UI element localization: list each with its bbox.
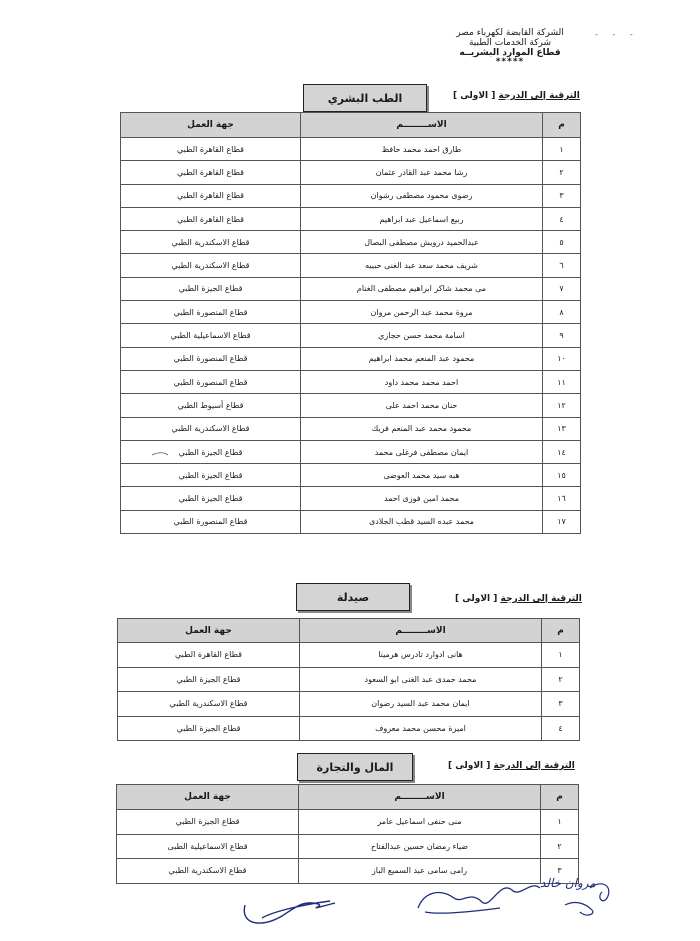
workplace-name: قطاع الاسكندرية الطبي (121, 231, 301, 254)
workplace-name: قطاع القاهرة الطبي (121, 138, 301, 161)
row-number: ١١ (543, 370, 581, 393)
promotion-grade: [ الاولى ] (448, 761, 491, 771)
employee-name: محمد امين فوزى احمد (301, 487, 543, 510)
department-name: قطاع الموارد البشريــه (459, 48, 561, 58)
signature-mark (152, 453, 168, 455)
column-header-name: الاســــــــم (299, 785, 541, 810)
row-number: ٤ (542, 716, 580, 741)
row-number: ٨ (543, 301, 581, 324)
employee-name: محمد عبده السيد قطب الجلادى (301, 510, 543, 533)
row-number: ١٢ (543, 394, 581, 417)
section-title-label: صيدلة (336, 590, 370, 604)
workplace-name: قطاع الاسماعيلية الطبى (117, 834, 299, 859)
workplace-name: قطاع القاهرة الطبي (118, 643, 300, 668)
row-number: ١٧ (543, 510, 581, 533)
promotion-label: الترقية إلى الدرجة (493, 761, 575, 771)
column-header-workplace: جهة العمل (117, 785, 299, 810)
employee-name: محمود عبد المنعم محمد ابراهيم (301, 347, 543, 370)
employee-name: اسامة محمد حسن حجازي (301, 324, 543, 347)
workplace-name: قطاع الجيزة الطبي (121, 277, 301, 300)
row-number: ١٠ (543, 347, 581, 370)
column-header-name: الاســــــــم (300, 619, 542, 643)
promotion-label: الترقية إلى الدرجة (500, 594, 582, 604)
top-marks: - - - (595, 30, 639, 39)
employee-name: طارق احمد محمد حافظ (301, 138, 543, 161)
workplace-name: قطاع أسيوط الطبي (121, 394, 301, 417)
row-number: ٥ (543, 231, 581, 254)
employee-name: هبه سيد محمد العوضى (301, 464, 543, 487)
employee-name: مروة محمد عبد الرحمن مروان (301, 301, 543, 324)
employee-name: رضوى محمود مصطفى رشوان (301, 184, 543, 207)
row-number: ٧ (543, 277, 581, 300)
workplace-name: قطاع القاهرة الطبي (121, 184, 301, 207)
workplace-name: قطاع المنصورة الطبي (121, 370, 301, 393)
row-number: ١٥ (543, 464, 581, 487)
holding-company-name: الشركة القابضة لكهرباء مصر (456, 28, 564, 38)
promotion-label: الترقية إلى الدرجة (498, 91, 580, 101)
workplace-name: قطاع القاهرة الطبي (121, 161, 301, 184)
workplace-name: قطاع الجيزة الطبي (117, 810, 299, 835)
row-number: ٣ (541, 859, 579, 884)
column-header-no: م (541, 785, 579, 810)
section-title-label: المال والتجارة (316, 760, 394, 774)
employee-name: عبدالحميد درويش مصطفى البصال (301, 231, 543, 254)
workplace-name: قطاع الجيزة الطبي (121, 487, 301, 510)
row-number: ١ (542, 643, 580, 668)
workplace-name: قطاع الاسماعيلية الطبي (121, 324, 301, 347)
signature-handwritten-name: مروان خالد (540, 876, 596, 890)
employee-name: مى محمد شاكر ابراهيم مصطفى الغنام (301, 277, 543, 300)
row-number: ١٣ (543, 417, 581, 440)
signature-stroke (244, 901, 335, 923)
promotion-grade: [ الاولى ] (455, 594, 498, 604)
employee-name: رامى سامى عبد السميع الباز (299, 859, 541, 884)
workplace-name: قطاع المنصورة الطبي (121, 347, 301, 370)
section-title-label: الطب البشري (327, 91, 403, 105)
employee-name: اميرة محسن محمد معروف (300, 716, 542, 741)
row-number: ٤ (543, 207, 581, 230)
row-number: ١٦ (543, 487, 581, 510)
row-number: ١ (541, 810, 579, 835)
column-header-no: م (543, 113, 581, 138)
employee-name: ربيع اسماعيل عبد ابراهيم (301, 207, 543, 230)
workplace-name: قطاع المنصورة الطبي (121, 301, 301, 324)
employee-name: شريف محمد سعد عبد الغنى حبيبه (301, 254, 543, 277)
workplace-name: قطاع القاهرة الطبي (121, 207, 301, 230)
employee-name: حنان محمد احمد على (301, 394, 543, 417)
row-number: ١٤ (543, 440, 581, 463)
row-number: ٣ (542, 692, 580, 717)
workplace-name: قطاع الجيزة الطبي (118, 667, 300, 692)
employee-name: رشا محمد عبد القادر عثمان (301, 161, 543, 184)
workplace-name: قطاع الاسكندرية الطبي (121, 417, 301, 440)
employee-name: ايمان مصطفى فرغلى محمد (301, 440, 543, 463)
row-number: ٦ (543, 254, 581, 277)
workplace-name: قطاع الجيزة الطبي (121, 464, 301, 487)
company-name: شركة الخدمات الطبية (468, 38, 552, 48)
row-number: ٢ (541, 834, 579, 859)
column-header-workplace: جهة العمل (121, 113, 301, 138)
workplace-name: قطاع الاسكندرية الطبي (118, 692, 300, 717)
promotion-grade: [ الاولى ] (453, 91, 496, 101)
workplace-name: قطاع الجيزة الطبي (121, 440, 301, 463)
column-header-workplace: جهة العمل (118, 619, 300, 643)
workplace-name: قطاع المنصورة الطبي (121, 510, 301, 533)
column-header-name: الاســــــــم (301, 113, 543, 138)
workplace-name: قطاع الاسكندرية الطبي (121, 254, 301, 277)
employee-name: منى حنفى اسماعيل عامر (299, 810, 541, 835)
row-number: ٢ (542, 667, 580, 692)
signature-stroke (418, 886, 540, 913)
employee-name: ضياء رمضان حسين عبدالفتاح (299, 834, 541, 859)
employee-name: محمود محمد عبد المنعم فريك (301, 417, 543, 440)
employee-name: احمد محمد محمد داود (301, 370, 543, 393)
employee-name: ايمان محمد عبد السيد رضوان (300, 692, 542, 717)
row-number: ٢ (543, 161, 581, 184)
row-number: ١ (543, 138, 581, 161)
workplace-name: قطاع الاسكندرية الطبي (117, 859, 299, 884)
employee-name: محمد حمدى عبد الغنى ابو السعود (300, 667, 542, 692)
row-number: ٩ (543, 324, 581, 347)
employee-name: هانى ادوارد تادرس هرمينا (300, 643, 542, 668)
header-stars: ***** (495, 57, 525, 67)
row-number: ٣ (543, 184, 581, 207)
column-header-no: م (542, 619, 580, 643)
workplace-name: قطاع الجيزة الطبي (118, 716, 300, 741)
